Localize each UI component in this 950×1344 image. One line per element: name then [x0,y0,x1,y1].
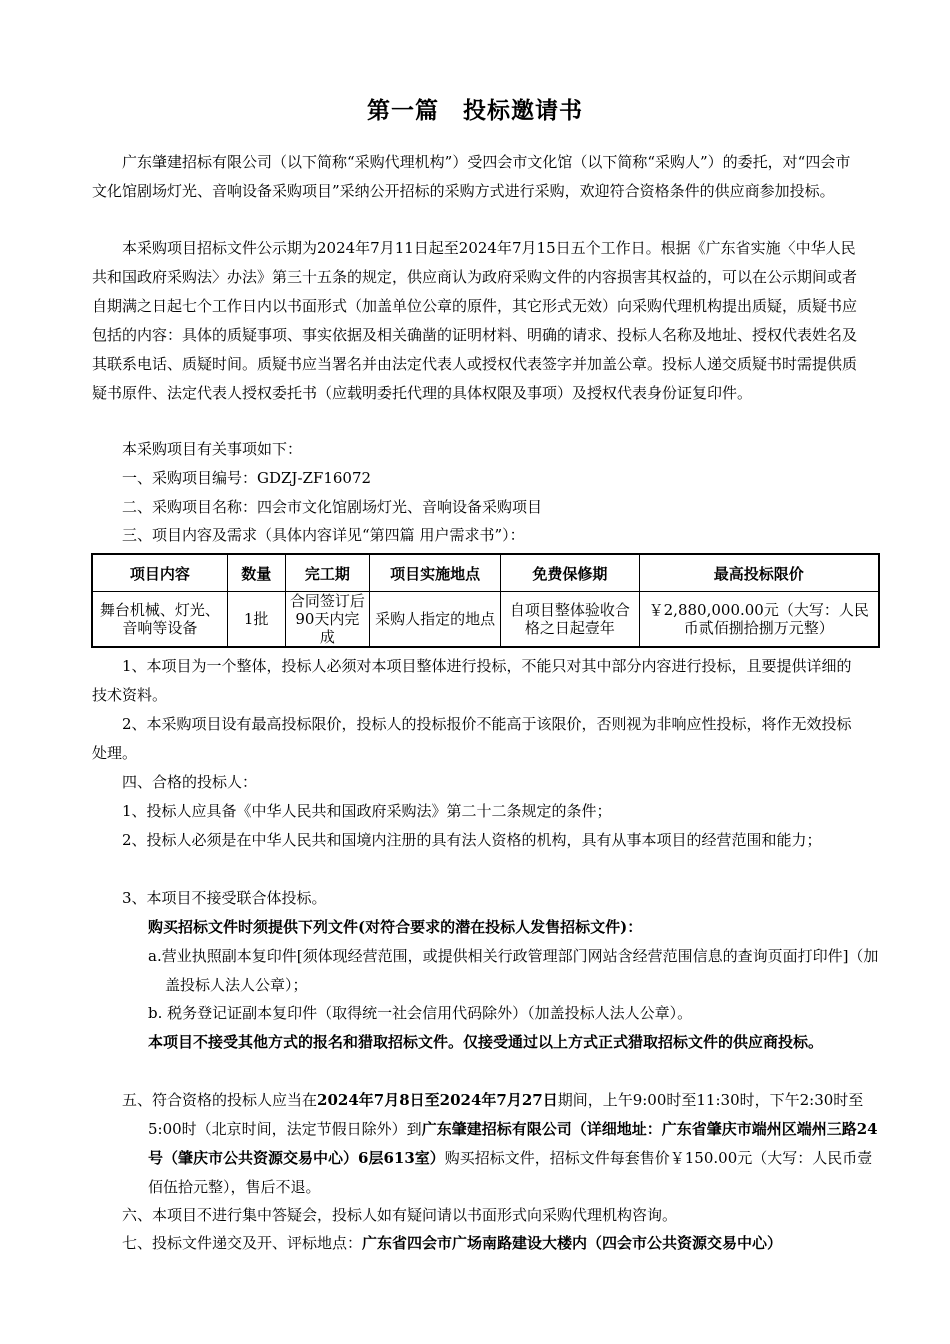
qualification-3: 3、本项目不接受联合体投标。 [122,889,327,907]
purchase-period-lead: 五、符合资格的投标人应当在 [122,1091,318,1109]
table-row [92,592,879,648]
table-header-cell: 项目实施地点 [370,554,501,592]
purchase-price: 购买招标文件，招标文件每套售价￥150.00元（大写：人民币壹佰伍拾元整），售后不退。 [148,1149,873,1196]
notice-paragraph: 本采购项目招标文件公示期为2024年7月11日起至2024年7月15日五个工作日。根据《广东省实施〈中华人民共和国政府采购法〉办法》第三十五条的规定，供应商认为政府采购文件的内容损害其权益的，可以在公示期间或者自期满之日起七个工作日内以书面形式（加盖单位公章的原件，其它形式无效）向采购代理机构提出质疑，质疑书应包括的内容：具体的质疑事项、事实依据及相关确凿的证明材料、明确的请求、投标人名称及地址、授权代表姓名及其联系电话、质疑时间。质疑书应当署名并由法定代表人或授权代表签字并加盖公章。投标人递交质疑书时需提供质疑书原件、法定代表人授权委托书（应载明委托代理的具体权限及事项）及授权代表身份证复印件。 [92,239,858,402]
project-content-heading: 三、项目内容及需求（具体内容详见“第四篇 用户需求书”）： [122,526,525,544]
matters-line: 本采购项目有关事项如下： [122,440,303,458]
purchase-address: 广东肇建招标有限公司（详细地址：广东省肇庆市端州区端州三路24号（肇庆市公共资源交易中心）6层613室） [148,1120,878,1167]
requirements-table [91,553,880,648]
submission-location-address: 广东省四会市广场南路建设大楼内（四会市公共资源交易中心） [362,1234,783,1252]
table-cell: 舞台机械、灯光、音响等设备 [92,592,227,648]
document-b: b. 税务登记证副本复印件（取得统一社会信用代码除外）（加盖投标人法人公章）。 [148,1004,693,1022]
note-1: 1、本项目为一个整体，投标人必须对本项目整体进行投标，不能只对其中部分内容进行投标，且要提供详细的技术资料。 [92,657,852,704]
qualification-1: 1、投标人应具备《中华人民共和国政府采购法》第二十二条规定的条件； [122,802,612,820]
document-a: a.营业执照副本复印件[须体现经营范围，或提供相关行政管理部门网站含经营范围信息的查询页面打印件]（加盖投标人法人公章）； [148,947,879,994]
note-2: 2、本采购项目设有最高投标限价，投标人的投标报价不能高于该限价，否则视为非响应性投标，将作无效投标处理。 [92,715,852,762]
table-cell: 1批 [227,592,285,648]
table-header-cell: 完工期 [285,554,369,592]
table-cell: 自项目整体验收合格之日起壹年 [501,592,639,648]
purchase-hours: 期间，上午9:00时至11:30时，下午2:30时至5:00时（北京时间，法定节假日除外）到 [148,1091,864,1138]
table-header-cell: 免费保修期 [501,554,639,592]
table-header-cell: 数量 [227,554,285,592]
intro-paragraph: 广东肇建招标有限公司（以下简称“采购代理机构”）受四会市文化馆（以下简称“采购人”）的委托，对“四会市文化馆剧场灯光、音响设备采购项目”采纳公开招标的采购方式进行采购，欢迎符合资格条件的供应商参加投标。 [92,153,851,200]
no-briefing-notice: 六、本项目不进行集中答疑会，投标人如有疑问请以书面形式向采购代理机构咨询。 [122,1206,678,1224]
page-title: 第一篇 投标邀请书 [367,97,583,124]
submission-location-label: 七、投标文件递交及开、评标地点： [122,1234,363,1252]
table-cell: 合同签订后90天内完成 [285,592,369,648]
table-header-cell: 最高投标限价 [639,554,879,592]
project-number: 一、采购项目编号：GDZJ-ZF16072 [122,469,372,487]
table-cell: ￥2,880,000.00元（大写：人民币贰佰捌拾捌万元整） [639,592,879,648]
purchase-period-paragraph [122,1086,886,1202]
qualification-2: 2、投标人必须是在中华人民共和国境内注册的具有法人资格的机构，具有从事本项目的经营范围和能力； [122,831,822,849]
table-cell: 采购人指定的地点 [370,592,501,648]
project-name: 二、采购项目名称：四会市文化馆剧场灯光、音响设备采购项目 [122,498,543,516]
required-documents-heading: 购买招标文件时须提供下列文件(对符合要求的潜在投标人发售招标文件)： [148,918,643,936]
purchase-date-range: 2024年7月8日至2024年7月27日 [317,1091,558,1109]
table-header-row [92,554,879,592]
purchase-method-notice: 本项目不接受其他方式的报名和猎取招标文件。仅接受通过以上方式正式猎取招标文件的供应商投标。 [148,1033,824,1051]
qualified-bidders-heading: 四、合格的投标人： [122,773,258,791]
submission-location [122,1229,872,1258]
table-header-cell: 项目内容 [92,554,227,592]
